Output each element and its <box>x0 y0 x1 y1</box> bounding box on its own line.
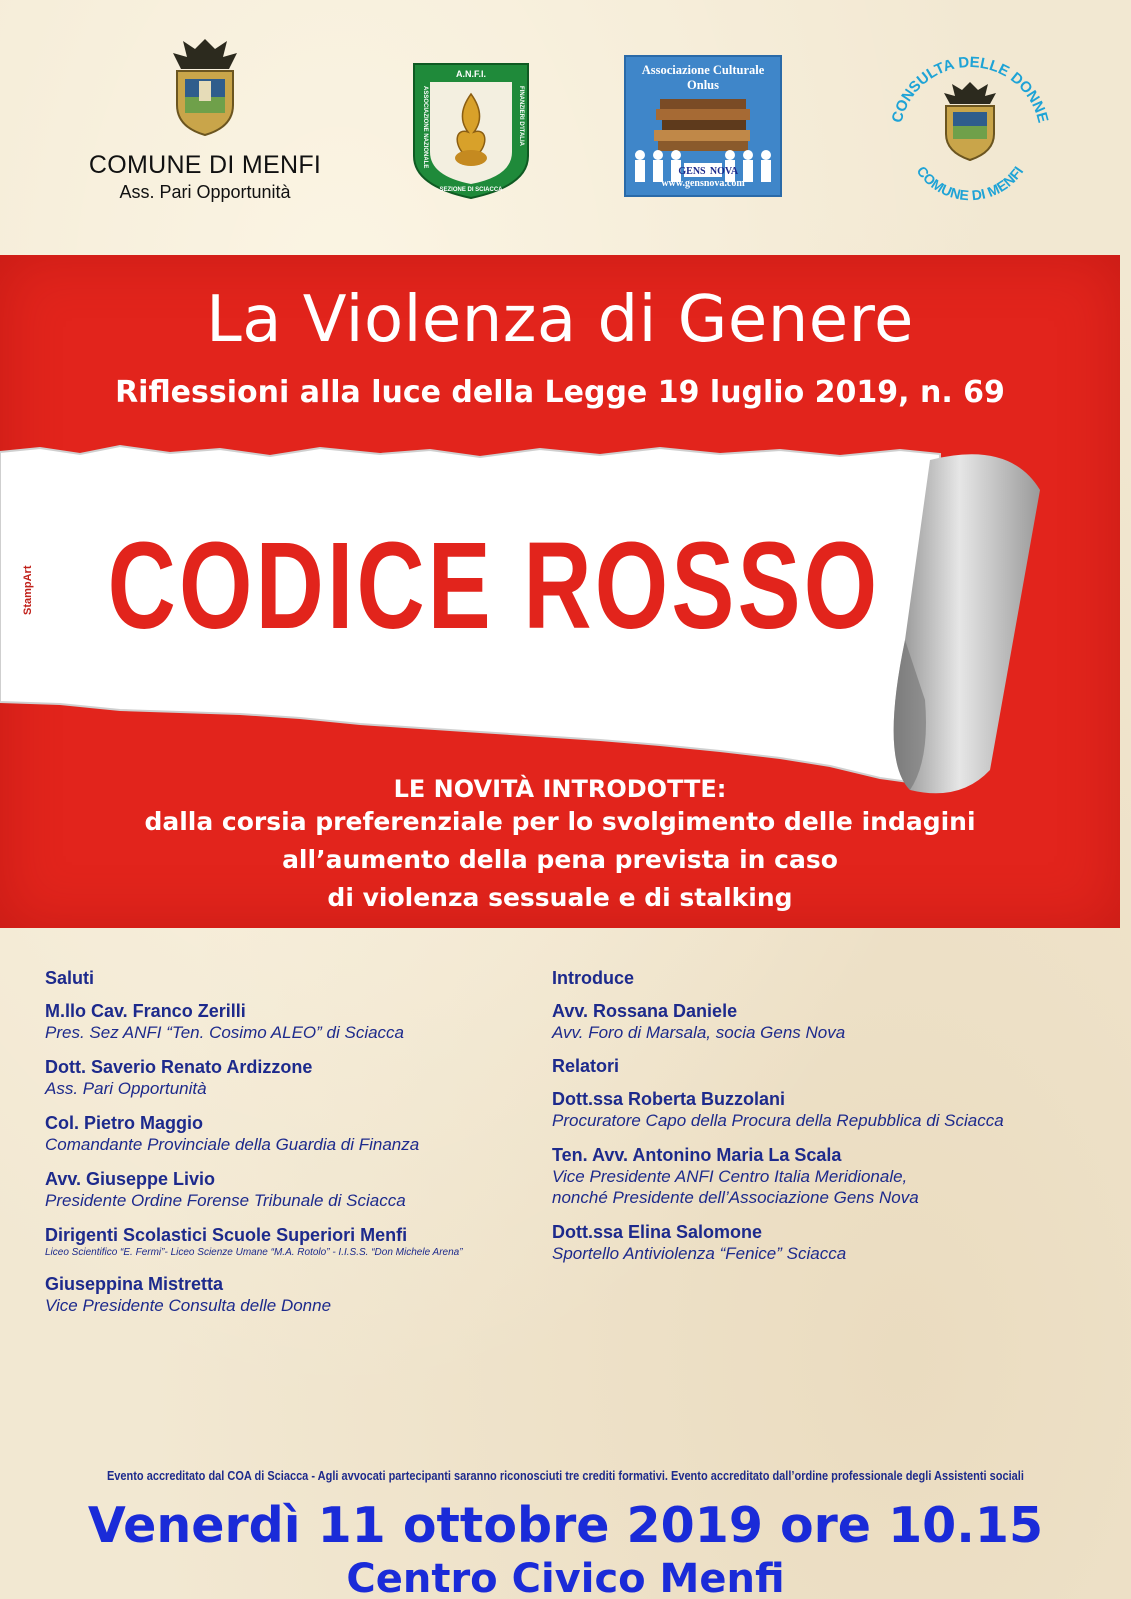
menfi-crest-icon <box>165 35 245 139</box>
speaker-entry <box>45 1168 545 1211</box>
novita-line: dalla corsia preferenziale per lo svolgimento delle indagini <box>144 807 976 836</box>
speaker-name: Giuseppina Mistretta <box>45 1274 224 1294</box>
speaker-role: Pres. Sez ANFI “Ten. Cosimo ALEO” di Sciacca <box>45 1023 405 1042</box>
gens-word: GENS <box>678 166 706 177</box>
event-subtitle: Riflessioni alla luce della Legge 19 luglio 2019, n. 69 <box>115 375 1005 410</box>
nova-word: NOVA <box>709 166 739 177</box>
speaker-name: Avv. Giuseppe Livio <box>45 1169 216 1189</box>
relatori-label: Relatori <box>552 1056 620 1076</box>
speaker-role: Vice Presidente ANFI Centro Italia Meridionale, <box>552 1167 908 1186</box>
consulta-seal-icon <box>880 42 1060 222</box>
speaker-entry <box>45 1112 545 1155</box>
novita-line: di violenza sessuale e di stalking <box>327 883 793 912</box>
accreditation-note: Evento accreditato dal COA di Sciacca - Agli avvocati partecipanti saranno riconosciuti tre crediti formativi. Evento accreditato dall’ordine professionale degli Assistenti sociali <box>106 1469 1024 1483</box>
speaker-entry <box>45 1000 545 1043</box>
consulta-ring-top: CONSULTA DELLE DONNE <box>888 53 1052 125</box>
speaker-name: Dirigenti Scolastici Scuole Superiori Menfi <box>45 1225 408 1245</box>
speaker-role: Procuratore Capo della Procura della Repubblica di Sciacca <box>552 1111 1004 1130</box>
codice-rosso-headline: CODICE ROSSO <box>107 516 881 656</box>
comune-di-menfi-logo <box>60 35 350 203</box>
speaker-role: Comandante Provinciale della Guardia di Finanza <box>45 1135 420 1154</box>
anfi-logo <box>410 60 532 200</box>
gens-nova-url: www.gensnova.com <box>661 178 745 189</box>
speaker-name: Ten. Avv. Antonino Maria La Scala <box>552 1145 842 1165</box>
gens-nova-logo <box>624 55 782 197</box>
saluti-column <box>45 968 545 1329</box>
speaker-entry <box>552 1144 1122 1208</box>
anfi-acronym: A.N.F.I. <box>455 69 487 79</box>
speaker-entry <box>45 1056 545 1099</box>
event-place: Centro Civico Menfi <box>346 1556 785 1599</box>
saluti-label: Saluti <box>45 968 95 988</box>
consulta-delle-donne-logo <box>880 42 1060 222</box>
novita-line: all’aumento della pena prevista in caso <box>282 845 838 874</box>
anfi-emblem-icon <box>410 60 532 200</box>
speaker-entry <box>45 1273 545 1316</box>
speaker-role: Sportello Antiviolenza “Fenice” Sciacca <box>552 1244 847 1263</box>
speaker-name: Col. Pietro Maggio <box>45 1113 204 1133</box>
speaker-role: Liceo Scientifico “E. Fermi”- Liceo Scienze Umane “M.A. Rotolo” - I.I.S.S. “Don Michele Arena” <box>45 1247 463 1258</box>
menfi-subtitle: Ass. Pari Opportunità <box>119 182 291 202</box>
anfi-ring-right: FINANZIERI D'ITALIA <box>518 86 524 146</box>
speaker-name: Dott. Saverio Renato Ardizzone <box>45 1057 313 1077</box>
gens-nova-top-text: Associazione Culturale Onlus <box>641 63 765 92</box>
speaker-entry <box>552 1088 1122 1131</box>
stampart-text: StampArt <box>22 565 34 615</box>
speaker-role: Presidente Ordine Forense Tribunale di Sciacca <box>45 1191 406 1210</box>
speaker-entry <box>552 1221 1122 1264</box>
speaker-name: Avv. Rossana Daniele <box>552 1001 738 1021</box>
introduce-label: Introduce <box>552 968 635 988</box>
speaker-entry <box>45 1224 545 1260</box>
relatori-column <box>552 968 1122 1277</box>
speaker-name: Dott.ssa Elina Salomone <box>552 1222 763 1242</box>
anfi-ring-bottom: SEZIONE DI SCIACCA <box>439 187 503 193</box>
novita-block <box>60 775 1060 917</box>
speaker-name: Dott.ssa Roberta Buzzolani <box>552 1089 786 1109</box>
speaker-role: Vice Presidente Consulta delle Donne <box>45 1296 332 1315</box>
speaker-role: Avv. Foro di Marsala, socia Gens Nova <box>552 1023 846 1042</box>
speaker-role-line2: nonché Presidente dell’Associazione Gens Nova <box>552 1188 919 1207</box>
event-date: Venerdì 11 ottobre 2019 ore 10.15 <box>87 1497 1044 1554</box>
anfi-ring-left: ASSOCIAZIONE NAZIONALE <box>422 86 428 169</box>
svg-text:COMUNE DI MENFI <box>914 163 1027 203</box>
novita-heading: LE NOVITÀ INTRODOTTE: <box>393 775 727 803</box>
event-title: La Violenza di Genere <box>206 283 914 357</box>
speaker-entry <box>552 1000 1122 1043</box>
consulta-ring-bottom: COMUNE DI MENFI <box>913 163 1027 204</box>
stampart-mark <box>22 545 36 635</box>
menfi-name: COMUNE DI MENFI <box>88 151 322 179</box>
speaker-name: M.llo Cav. Franco Zerilli <box>45 1001 246 1021</box>
speaker-role: Ass. Pari Opportunità <box>45 1079 207 1098</box>
